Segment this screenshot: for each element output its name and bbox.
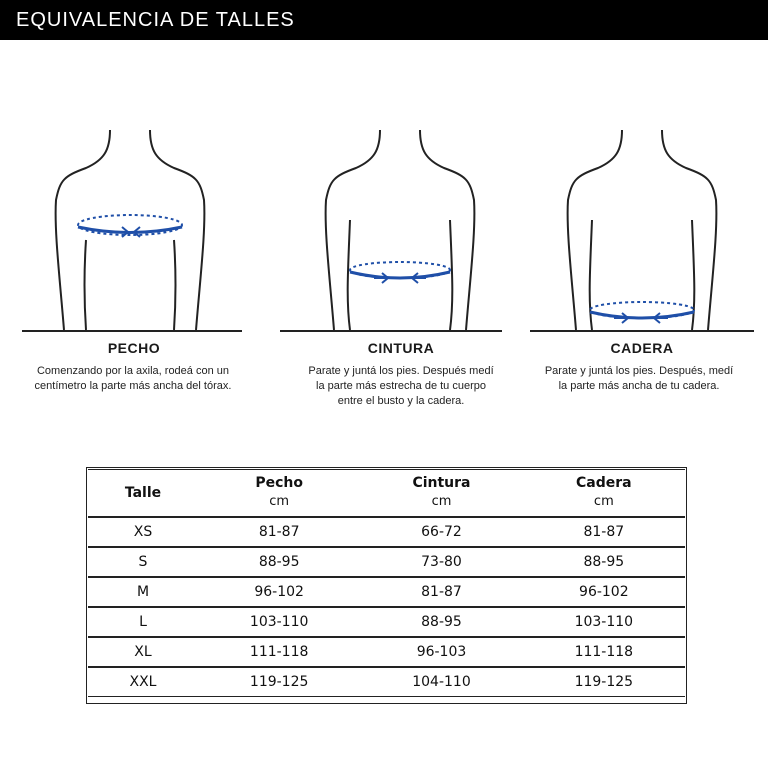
cell-pecho: 119-125 [198, 667, 360, 697]
figure-title-pecho: PECHO [107, 340, 161, 356]
cell-size: XL [88, 637, 198, 667]
table-row [88, 667, 685, 697]
cell-pecho: 96-102 [198, 577, 360, 607]
header-cadera [523, 470, 685, 518]
cell-cadera: 88-95 [523, 547, 685, 577]
header-unit: cm [269, 494, 290, 509]
table-row [88, 517, 685, 547]
desc-line: entre el busto y la cadera. [337, 395, 465, 407]
header-label: Talle [124, 485, 162, 501]
figure-cintura [270, 120, 510, 340]
desc-line: la parte más ancha de tu cadera. [558, 380, 720, 392]
desc-line: Parate y juntá los pies. Después, medí [544, 365, 734, 377]
table-row [88, 637, 685, 667]
header-unit: cm [431, 494, 452, 509]
cell-size: XS [88, 517, 198, 547]
cell-cadera: 119-125 [523, 667, 685, 697]
size-table [88, 469, 685, 697]
cell-cintura: 81-87 [360, 577, 522, 607]
table-row [88, 547, 685, 577]
cell-size: L [88, 607, 198, 637]
desc-line: la parte más estrecha de tu cuerpo [316, 380, 486, 392]
table-row [88, 607, 685, 637]
cell-size: S [88, 547, 198, 577]
header-pecho [198, 470, 360, 518]
cell-cintura: 96-103 [360, 637, 522, 667]
table-row [88, 577, 685, 607]
header-talle [88, 470, 198, 518]
figure-desc-pecho [8, 364, 258, 394]
header-cintura [360, 470, 522, 518]
cell-pecho: 88-95 [198, 547, 360, 577]
header-bar [0, 0, 768, 40]
figure-title-cintura: CINTURA [367, 340, 435, 356]
header-label: Pecho [255, 475, 303, 491]
torso-waist-illustration [270, 120, 510, 340]
cell-cintura: 66-72 [360, 517, 522, 547]
torso-chest-illustration [14, 120, 254, 340]
cell-cadera: 111-118 [523, 637, 685, 667]
cell-pecho: 81-87 [198, 517, 360, 547]
figure-desc-cintura [276, 364, 526, 409]
cell-cintura: 73-80 [360, 547, 522, 577]
cell-cadera: 81-87 [523, 517, 685, 547]
cell-pecho: 111-118 [198, 637, 360, 667]
cell-cintura: 104-110 [360, 667, 522, 697]
header-label: Cintura [412, 475, 471, 491]
cell-cintura: 88-95 [360, 607, 522, 637]
table-header-row [88, 470, 685, 518]
cell-cadera: 103-110 [523, 607, 685, 637]
desc-line: centímetro la parte más ancha del tórax. [34, 380, 232, 392]
torso-hip-illustration [522, 120, 762, 340]
figure-title-cadera: CADERA [610, 340, 674, 356]
page-title: EQUIVALENCIA DE TALLES [16, 9, 295, 31]
cell-cadera: 96-102 [523, 577, 685, 607]
cell-size: XXL [88, 667, 198, 697]
cell-size: M [88, 577, 198, 607]
desc-line: Parate y juntá los pies. Después medí [308, 365, 494, 377]
figure-desc-cadera [514, 364, 764, 394]
cell-pecho: 103-110 [198, 607, 360, 637]
figure-cadera [522, 120, 762, 340]
desc-line: Comenzando por la axila, rodeá con un [36, 365, 229, 377]
header-label: Cadera [576, 475, 632, 491]
figure-pecho [14, 120, 254, 340]
header-unit: cm [593, 494, 614, 509]
